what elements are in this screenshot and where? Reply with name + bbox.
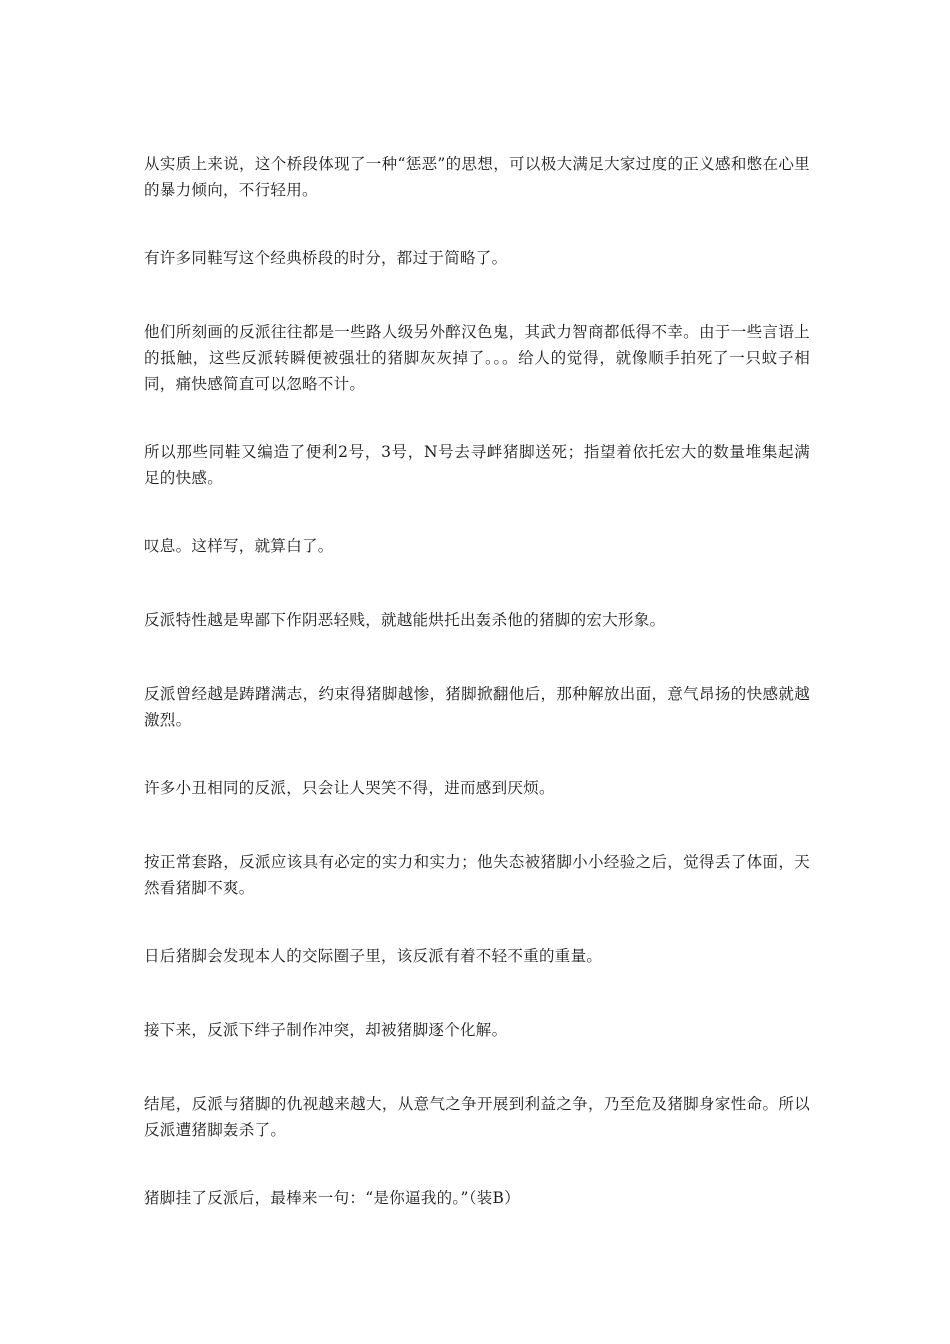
paragraph-13: 猪脚挂了反派后，最棒来一句：“是你逼我的。”（装B）	[144, 1189, 521, 1207]
paragraph-12: 结尾，反派与猪脚的仇视越来越大，从意气之争开展到利益之争，乃至危及猪脚身家性命。所以反派遭猪脚轰杀了。	[144, 1095, 810, 1139]
paragraph-11: 接下来，反派下绊子制作冲突，却被猪脚逐个化解。	[144, 1021, 508, 1039]
paragraph-1: 从实质上来说，这个桥段体现了一种“惩恶”的思想，可以极大满足大家过度的正义感和憋在心里的暴力倾向，不行轻用。	[144, 155, 810, 199]
paragraph-4: 所以那些同鞋又编造了便利2号，3号，N号去寻衅猪脚送死；指望着依托宏大的数量堆集起满足的快感。	[144, 443, 810, 487]
paragraph-6: 反派特性越是卑鄙下作阴恶轻贱，就越能烘托出轰杀他的猪脚的宏大形象。	[144, 611, 666, 629]
paragraph-2: 有许多同鞋写这个经典桥段的时分，都过于简略了。	[144, 249, 508, 267]
paragraph-7: 反派曾经越是踌躇满志，约束得猪脚越惨，猪脚掀翻他后，那种解放出面，意气昂扬的快感就越激烈。	[144, 685, 810, 729]
paragraph-3: 他们所刻画的反派往往都是一些路人级另外醉汉色鬼，其武力智商都低得不幸。由于一些言语上的抵触，这些反派转瞬便被强壮的猪脚灰灰掉了。。。给人的觉得，就像顺手拍死了一只蚊子相同，痛快感简直可以忽略不计。	[144, 323, 810, 393]
paragraph-5: 叹息。这样写，就算白了。	[144, 537, 334, 555]
paragraph-9: 按正常套路，反派应该具有必定的实力和实力；他失态被猪脚小小经验之后，觉得丢了体面，天然看猪脚不爽。	[144, 853, 810, 897]
paragraph-8: 许多小丑相同的反派，只会让人哭笑不得，进而感到厌烦。	[144, 779, 555, 797]
paragraph-10: 日后猪脚会发现本人的交际圈子里，该反派有着不轻不重的重量。	[144, 947, 603, 965]
